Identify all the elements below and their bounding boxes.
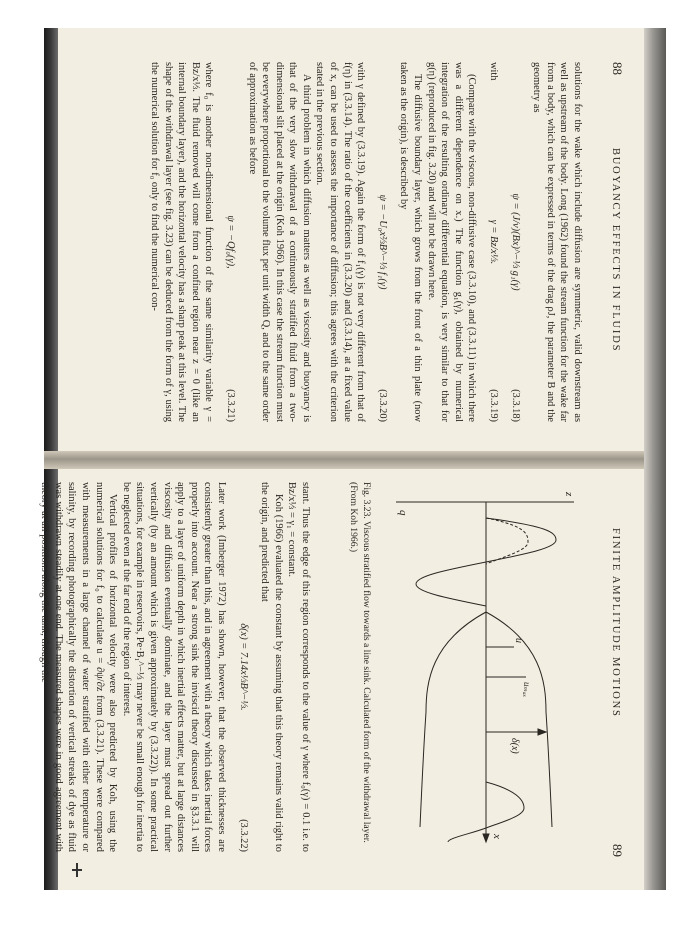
label-u: u: [513, 638, 524, 643]
book-spread: [39, 28, 644, 890]
page-89: [39, 468, 644, 890]
equation-3-3-21: [223, 62, 237, 422]
delta-arrow-head: [538, 729, 546, 735]
equation-3-3-18: [508, 62, 522, 422]
body-text: [147, 62, 584, 422]
equation-number: (3.3.22): [237, 819, 249, 852]
paragraph: where f₀ is another non-dimensional function of the same similarity variable γ = Bz/x⅓. The fluid removed will come from a confined region near z = 0 (like an internal boundary layer), and the horizontal velocity has a sharp peak at this level. The shape of the withdrawal layer (see fig. 3.23) can be deduced from the form of γ, using the numerical solution for f₀ only to find the numerical con-: [148, 62, 215, 422]
label-umax: uₘₐₓ: [522, 682, 532, 698]
label-z: z: [563, 492, 575, 497]
paragraph: Later work (Imberger 1972) has shown, however, that the observed thicknesses are consistently greater than this, and in agreement with a theory which takes inertial forces properly into account. Near a strong sink the inviscid theory discussed in §3.3.1 will apply to a layer of uniform depth in which inertial effects matter, but at large distances viscosity and diffusion eventually dominate, and the layer must spread out further vertically (by an amount which is given approximately by (3.3.22)). In some practical situations, for example in reservoirs, Pe·B₁^−⅓ may never be small enough for inertia to be neglected even at the far end of the region of interest.: [120, 482, 228, 852]
paragraph: A third problem in which diffusion matters as well as viscosity and buoyancy is that of the very slow withdrawal of a continuously stratified fluid from a two-dimensional slit placed at the origin (Koh 1966). In this case the stream function must be everywhere proportional to the volume flux per unit width Q, and to the same order of approximation as before: [246, 62, 312, 422]
paragraph: The diffusive boundary layer, which grows from the front of a thin plate (now taken as the origin), is described by: [398, 62, 424, 422]
running-head: BUOYANCY EFFECTS IN FLUIDS: [610, 148, 621, 353]
equation-number: (3.3.21): [224, 389, 236, 422]
equation-formula: ψ = (J/ν)(Bx)^−⅓ g₁(γ): [509, 193, 521, 291]
equation-formula: δ(x) = 7.14x⅓B^−⅓.: [237, 623, 249, 711]
page-number: 88: [610, 62, 625, 75]
withdrawal-layer-diagram: [386, 482, 586, 852]
paragraph: Koh (1966) evaluated the constant by assuming that this theory remains valid right to the origin, and predicted that: [259, 482, 284, 852]
page-88: [44, 28, 644, 458]
figure-3-23: [386, 482, 586, 852]
figure-caption: Fig. 3.23. Viscous stratified flow towards a line sink. Calculated form of the withdrawal layer. (From Koh 1966.): [348, 482, 372, 843]
equation-number: (3.3.19): [488, 389, 500, 422]
equation-formula: ψ = −Qf₀(γ),: [224, 215, 236, 269]
paragraph: Vertical profiles of horizontal velocity were also predicted by Koh, using the numerical solutions for f₀ to calculate u = ∂ψ/∂z from (3.3.21). These were compared with measurements in a large channel of water stratified with either temperature or salinity, by recording photographically the distortion of vertical streaks of dye as fluid was withdrawn steadily at one end. The measured shapes were in good agreement with theory at all positions along the tank, though the: [39, 482, 119, 852]
running-head: FINITE AMPLITUDE MOTIONS: [610, 528, 621, 718]
equation-number: (3.3.20): [376, 389, 388, 422]
paragraph: (Compare with the viscous, non-diffusive case (3.3.10), and (3.3.11) in which there was a different dependence on x.) The function g₁(γ), obtained by numerical integration of the resulting ordinary differential equation, is very similar to that for g(η) (reproduced in fig. 3.20) and will not be drawn here.: [425, 62, 478, 422]
paragraph: stant. Thus the edge of this region corresponds to the value of γ where f₀(γ) = 0.1 i.e. to Bz/x⅓ = γ₁ = constant.: [286, 482, 311, 852]
label-q: q: [397, 510, 409, 516]
equation-number: (3.3.18): [509, 389, 521, 422]
label-x: x: [491, 834, 503, 839]
equation-3-3-19: [486, 62, 500, 422]
equation-3-3-20: [375, 62, 389, 422]
velocity-profile-dashed: [486, 518, 528, 564]
right-scan-edge: [644, 28, 666, 890]
x-axis-arrow: [483, 834, 489, 842]
book-scan: [39, 28, 666, 890]
equation-label: with: [488, 62, 500, 81]
paragraph: solutions for the wake which include diffusion are symmetric, valid downstream as well as upstream of the body. Long (1962) found the stream function for the wake far from a body, which can be expressed in terms of the drag ρJ, the parameter B and the geometry as: [531, 62, 583, 422]
equation-formula: ψ = −U₀x⅔B^−⅓ f₁(γ): [376, 194, 388, 290]
equation-formula: γ = Bz/x⅓.: [488, 219, 500, 265]
page-number: 89: [610, 844, 625, 857]
equation-3-3-22: [236, 482, 250, 852]
paragraph: with γ defined by (3.3.19). Again the form of f₁(γ) is not very different from that of f(η) in (3.3.14). The ratio of the coefficients in (3.3.20) and (3.3.14), at a fixed value of x, can be used to assess the importance of diffusion; this agrees with the criterion stated in the previous section.: [314, 62, 367, 422]
body-text: [38, 482, 312, 852]
label-delta: δ(x): [509, 738, 520, 754]
